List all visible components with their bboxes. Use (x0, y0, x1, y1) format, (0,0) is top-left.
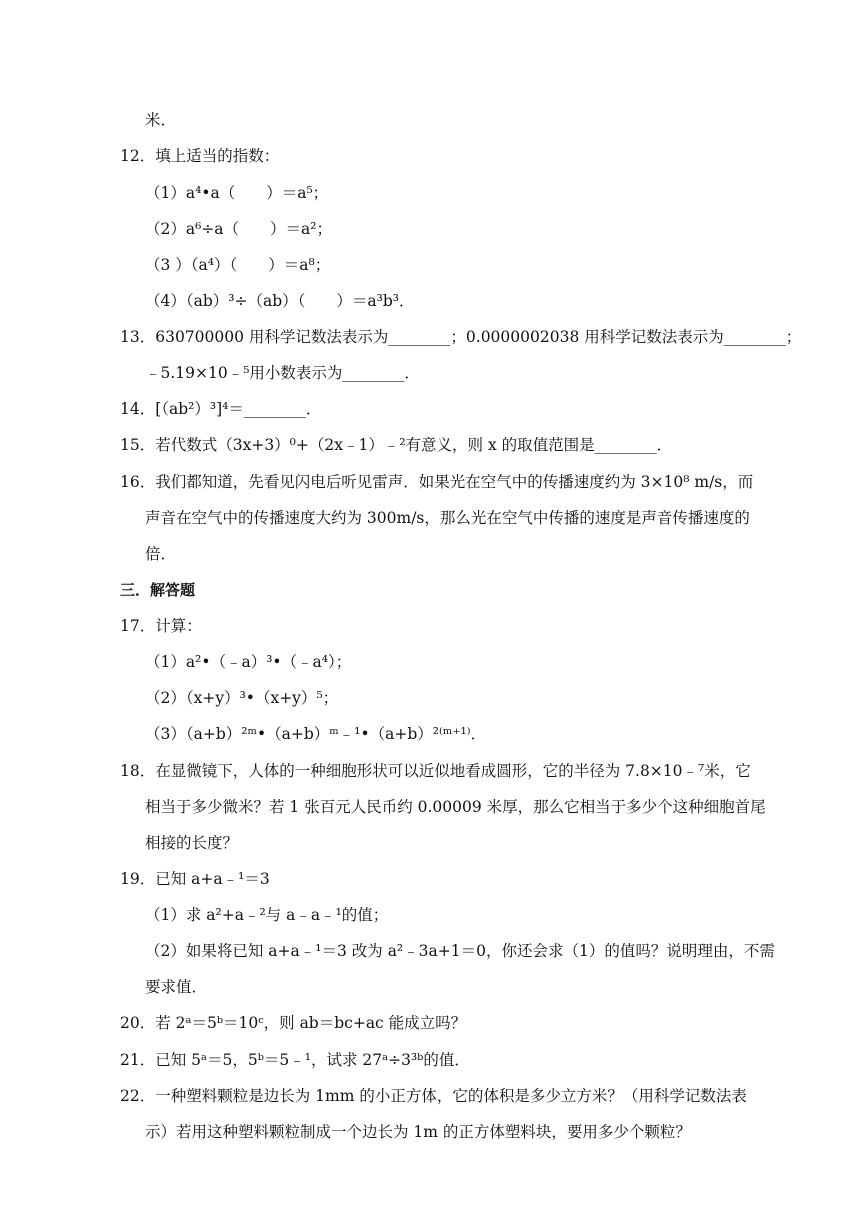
question-12-part-3: （3 ）（a⁴）（ ）＝a⁸； (145, 256, 331, 274)
question-17-part-3: （3）（a+b）²ᵐ•（a+b）ᵐ﹣¹•（a+b）²⁽ᵐ⁺¹⁾． (145, 725, 487, 743)
question-12-part-4: （4）（ab）³÷（ab）（ ）＝a³b³． (145, 292, 415, 310)
question-14: 14．[（ab²）³]⁴＝________． (120, 400, 322, 418)
question-19-part-2: （2）如果将已知 a+a﹣¹＝3 改为 a²﹣3a+1＝0，你还会求（1）的值吗？说明理由，不需 (145, 942, 775, 960)
question-13-continued: ﹣5.19×10﹣⁵用小数表示为________． (145, 364, 420, 382)
question-17-part-1: （1）a²•（﹣a）³•（﹣a⁴）； (145, 653, 352, 671)
question-20: 20．若 2ᵃ＝5ᵇ＝10ᶜ，则 ab＝bc+ac 能成立吗？ (120, 1014, 467, 1032)
question-16-continued: 声音在空气中的传播速度大约为 300m/s，那么光在空气中传播的速度是声音传播速度的 (145, 509, 750, 527)
question-21: 21．已知 5ᵃ＝5，5ᵇ＝5﹣¹，试求 27ᵃ÷3³ᵇ的值． (120, 1051, 470, 1069)
question-18-end: 相接的长度？ (145, 834, 239, 852)
question-17-part-2: （2）（x+y）³•（x+y）⁵； (145, 689, 339, 707)
section-heading: 三．解答题 (120, 581, 196, 599)
question-18: 18．在显微镜下，人体的一种细胞形状可以近似地看成圆形，它的半径为 7.8×10﹣⁷米，它 (120, 762, 751, 780)
question-12-part-2: （2）a⁶÷a（ ）＝a²； (145, 220, 332, 238)
question-13: 13．630700000 用科学记数法表示为________；0.0000002038 用科学记数法表示为________； (120, 328, 802, 346)
question-19: 19．已知 a+a﹣¹＝3 (120, 870, 270, 888)
question-22: 22．一种塑料颗粒是边长为 1mm 的小正方体，它的体积是多少立方米？（用科学记数法表 (120, 1087, 747, 1105)
question-15: 15．若代数式（3x+3）⁰+（2x﹣1）﹣²有意义，则 x 的取值范围是________． (120, 436, 673, 454)
question-19-part-1: （1）求 a²+a﹣²与 a﹣a﹣¹的值； (145, 906, 389, 924)
question-17: 17．计算： (120, 617, 202, 635)
question-12-part-1: （1）a⁴•a（ ）＝a⁵； (145, 184, 329, 202)
question-16-end: 倍． (145, 545, 177, 563)
question-19-part-2-end: 要求值． (145, 978, 208, 996)
question-16: 16．我们都知道，先看见闪电后听见雷声．如果光在空气中的传播速度约为 3×10⁸ m/s，而 (120, 473, 754, 491)
text-line: 米． (145, 111, 177, 129)
question-12: 12．填上适当的指数： (120, 147, 280, 165)
question-18-continued: 相当于多少微米？若 1 张百元人民币约 0.00009 米厚，那么它相当于多少个这种细胞首尾 (145, 798, 766, 816)
question-22-continued: 示）若用这种塑料颗粒制成一个边长为 1m 的正方体塑料块，要用多少个颗粒？ (145, 1123, 691, 1141)
